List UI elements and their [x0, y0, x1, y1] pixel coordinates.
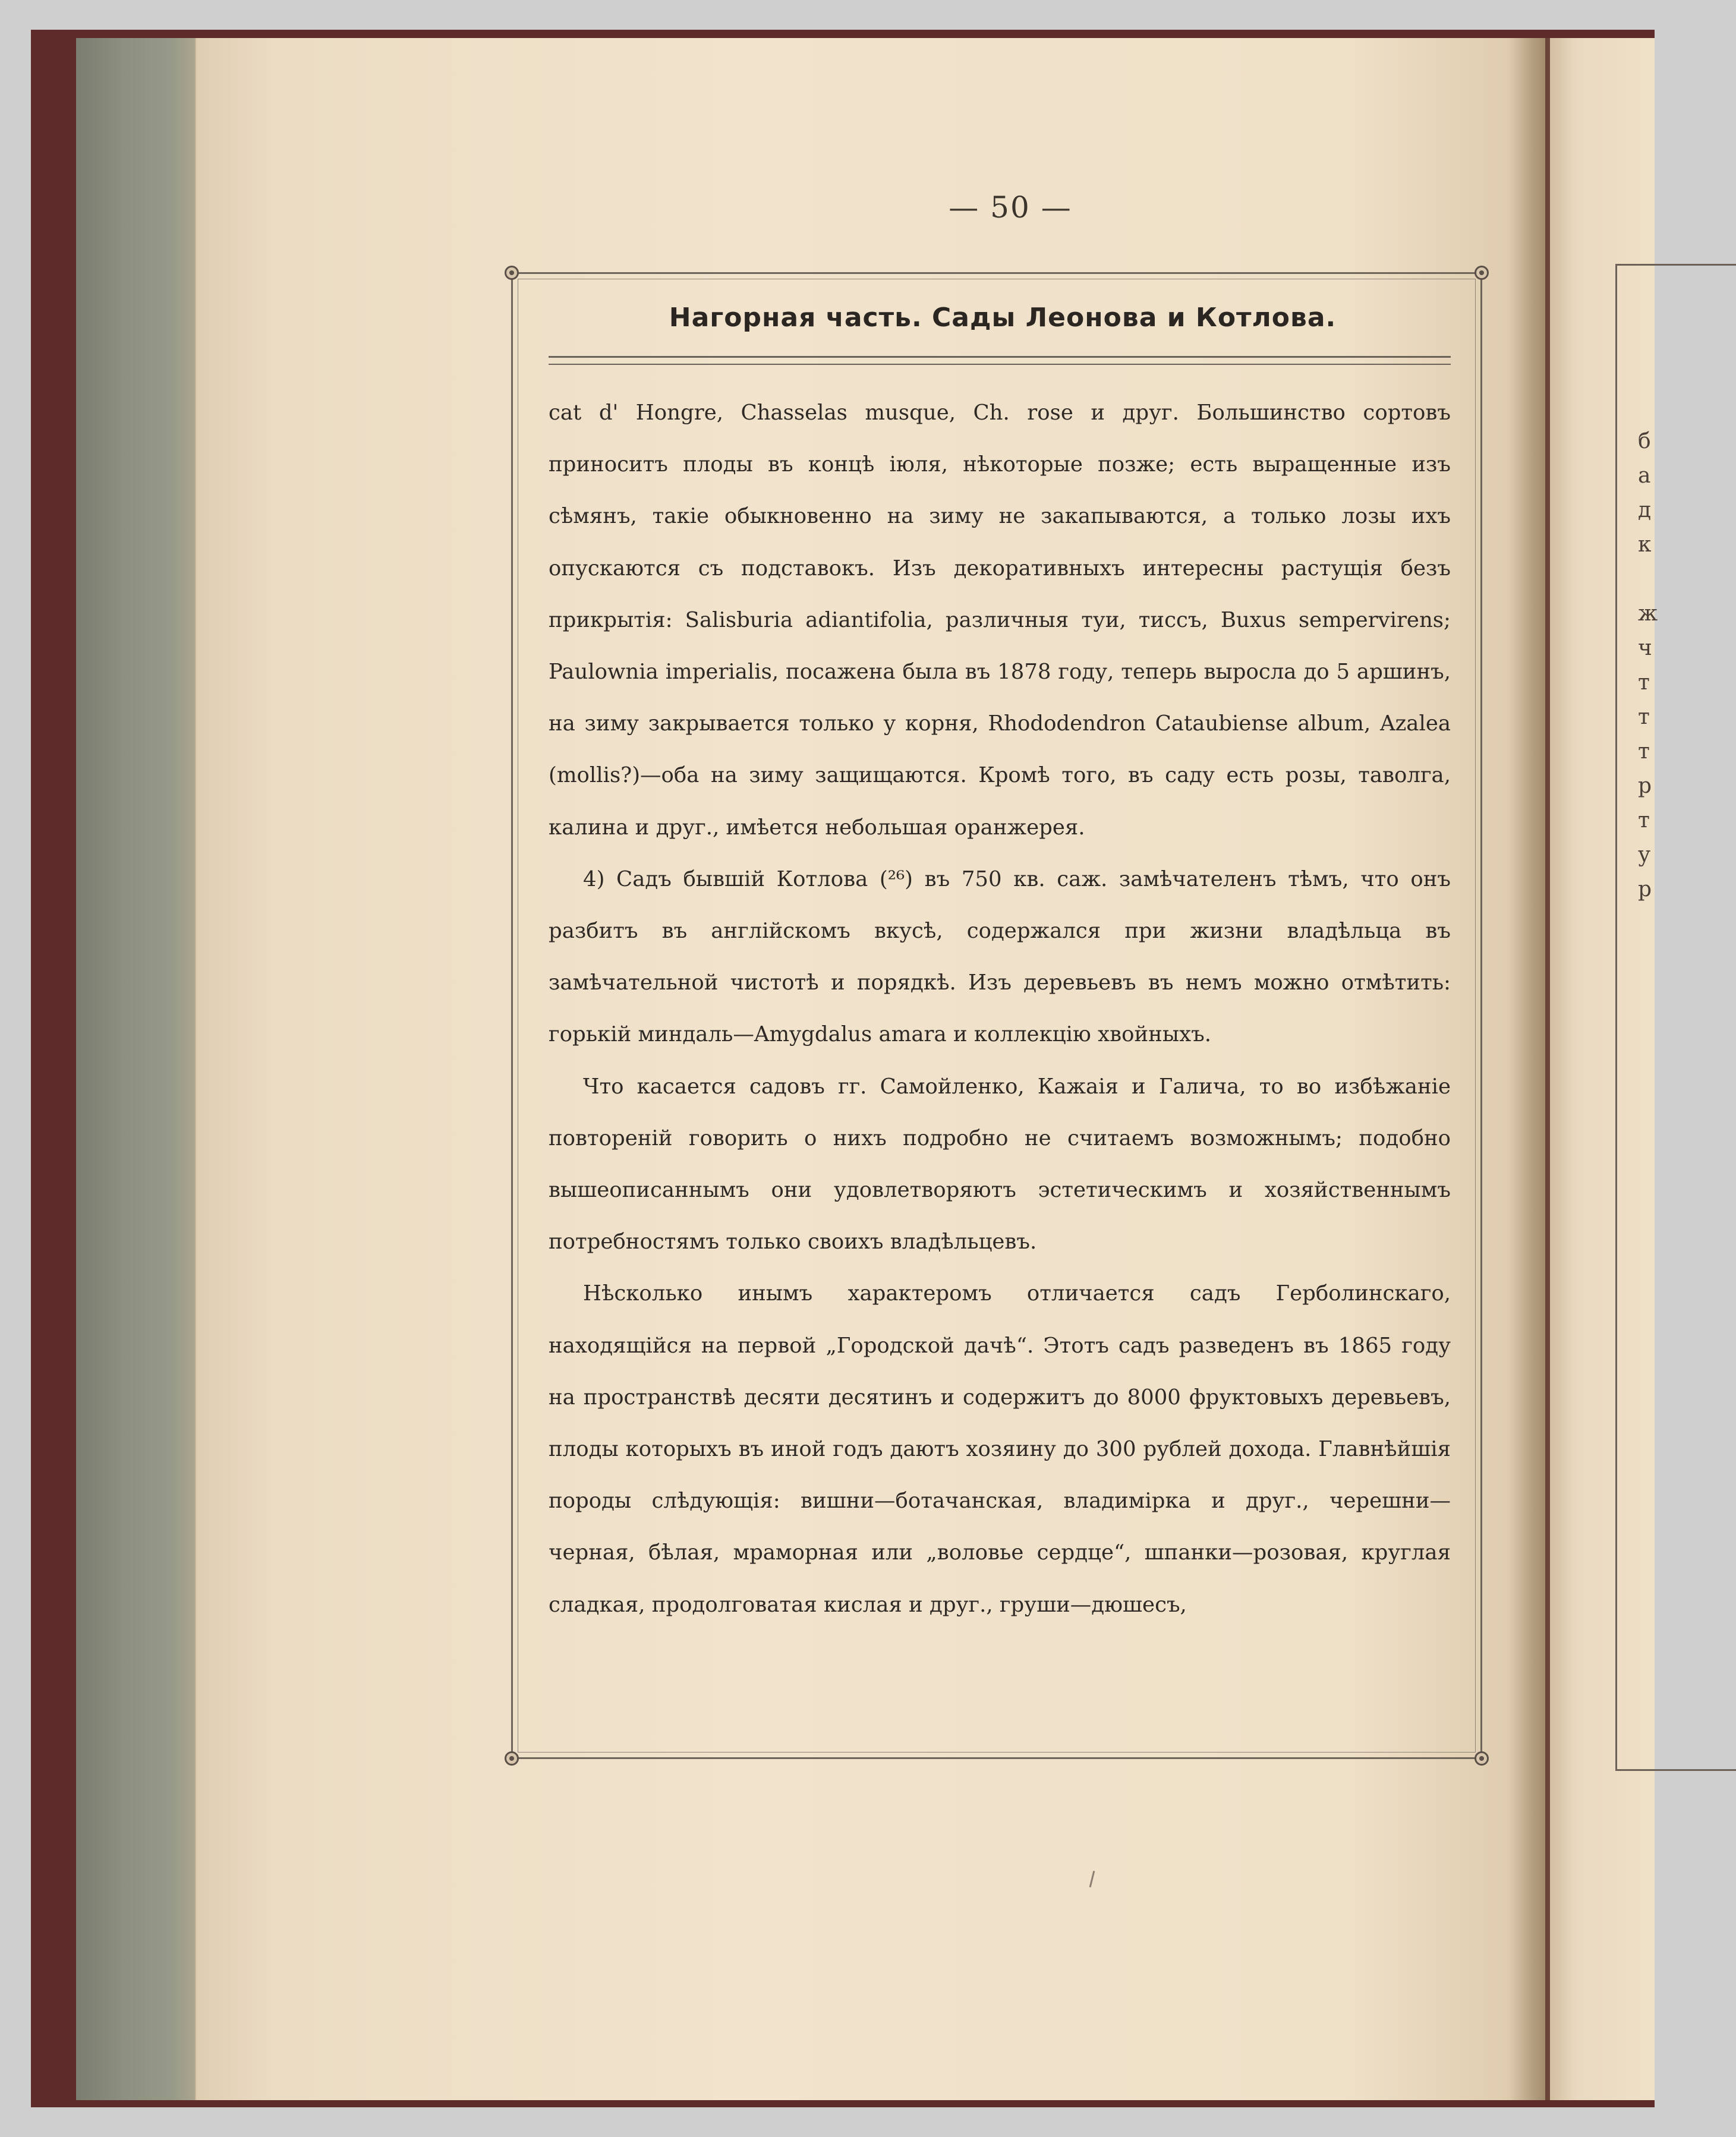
- margin-letter: к: [1638, 532, 1652, 557]
- margin-letter: ч: [1638, 636, 1652, 660]
- paragraph: 4) Садъ бывшій Котлова (²⁶) въ 750 кв. саж. замѣчателенъ тѣмъ, что онъ разбитъ въ англійскомъ вкусѣ, содержался при жизни владѣльца въ замѣчательной чистотѣ и порядкѣ. Изъ деревьевъ въ немъ можно отмѣтить: горькій миндаль—Amygdalus amara и коллекцію хвойныхъ.: [549, 866, 1451, 1047]
- double-rule-divider: [549, 356, 1451, 365]
- margin-letter: ж: [1638, 601, 1658, 626]
- next-page-fragment: [1550, 38, 1658, 2100]
- margin-letter: т: [1638, 705, 1650, 729]
- margin-letter: т: [1638, 808, 1650, 833]
- next-page-margin-letters: [1638, 424, 1662, 907]
- margin-letter: д: [1638, 498, 1652, 522]
- corner-ornament-icon: [1475, 266, 1489, 280]
- page-edges: [76, 38, 213, 2100]
- margin-letter: а: [1638, 464, 1651, 488]
- page-number: — 50 —: [949, 190, 1072, 225]
- corner-ornament-icon: [505, 1751, 519, 1766]
- paragraph: Что касается садовъ гг. Самойленко, Кажаія и Галича, то во избѣжаніе повтореній говорить о нихъ подробно не считаемъ возможнымъ; подобно вышеописаннымъ они удовлетворяютъ эстетическимъ и хозяйственнымъ потребностямъ только своихъ владѣльцевъ.: [549, 1074, 1451, 1255]
- margin-letter: т: [1638, 739, 1650, 764]
- margin-letter: у: [1638, 843, 1651, 867]
- next-page-frame: [1615, 264, 1736, 1771]
- margin-letter: [1638, 562, 1662, 597]
- gutter-shadow: [1510, 38, 1551, 2100]
- margin-letter: т: [1638, 670, 1650, 695]
- text-frame: [511, 272, 1482, 1759]
- paragraph: Нѣсколько инымъ характеромъ отличается садъ Герболинскаго, находящійся на первой „Городской дачѣ“. Этотъ садъ разведенъ въ 1865 году на пространствѣ десяти десятинъ и содержитъ до 8000 фруктовыхъ деревьевъ, плоды которыхъ въ иной годъ даютъ хозяину до 300 рублей дохода. Главнѣйшія породы слѣдующія: вишни—ботачанская, владимірка и друг., черешни—черная, бѣлая, мраморная или „воловье сердце“, шпанки—розовая, круглая сладкая, продолговатая кислая и друг., груши—дюшесъ,: [549, 1281, 1451, 1617]
- margin-letter: р: [1638, 877, 1652, 902]
- margin-letter: р: [1638, 774, 1652, 798]
- corner-ornament-icon: [1475, 1751, 1489, 1766]
- corner-ornament-icon: [505, 266, 519, 280]
- paragraph: cat d' Hongre, Chasselas musque, Ch. rose и друг. Большинство сортовъ приноситъ плоды въ концѣ іюля, нѣкоторые позже; есть выращенные изъ сѣмянъ, такіе обыкновенно на зиму не закапываются, а только лозы ихъ опускаются съ подставокъ. Изъ декоративныхъ интересны растущія безъ прикрытія: Salisburia adiantifolia, различныя туи, тиссъ, Buxus sempervirens; Paulownia imperialis, посажена была въ 1878 году, теперь выросла до 5 аршинъ, на зиму закрывается только у корня, Rhododendron Cataubiense album, Azalea (mollis?)—оба на зиму защищаются. Кромѣ того, въ саду есть розы, таволга, калина и друг., имѣется небольшая оранжерея.: [549, 401, 1451, 840]
- margin-letter: б: [1638, 429, 1651, 453]
- body-text: [549, 387, 1451, 1631]
- running-head: Нагорная часть. Сады Леонова и Котлова.: [669, 302, 1337, 333]
